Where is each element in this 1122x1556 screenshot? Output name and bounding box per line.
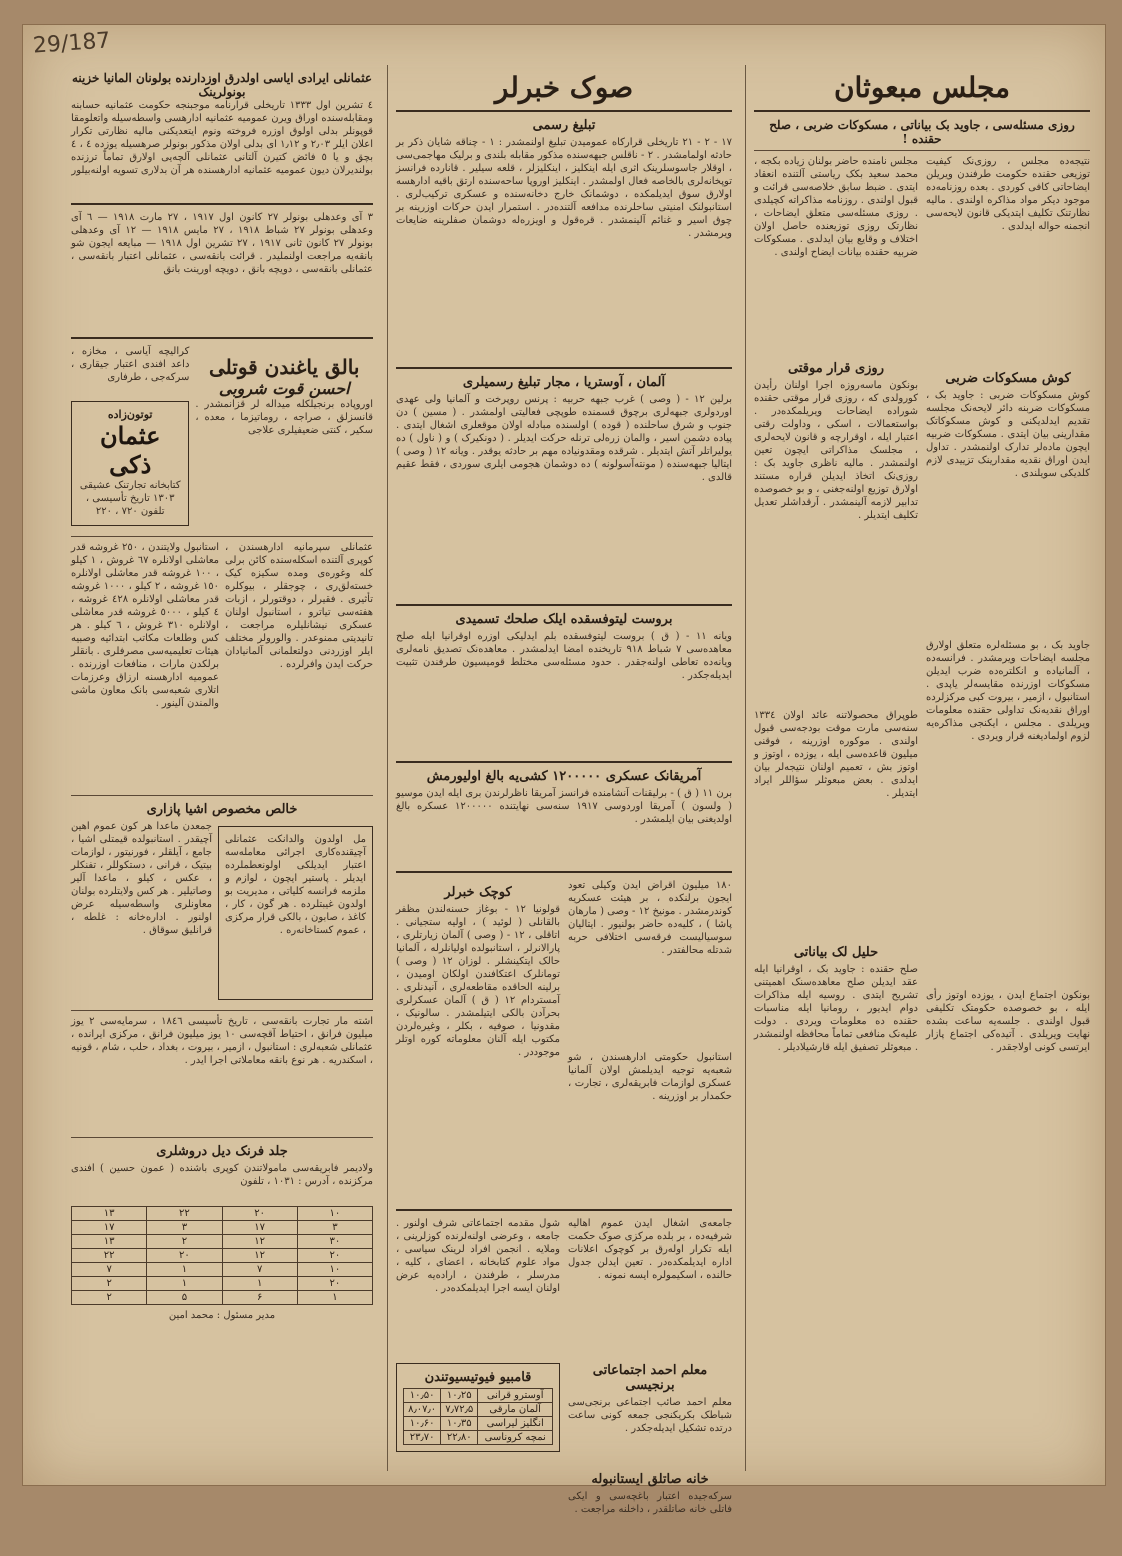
shop-body: جمعدن ماعدا هر کون عموم اهین آچیقدر . استانبولده قیمتلی اشیا ، جامع ، آیلقلر ، فورنیتور ، لوازمات بیتیک ، قرانی ، دستکوللر ، تفنکلر ، عکس ، کیلو ، ماعدا آلیر وصاتیلیر . هر کس ولایتلرده بولنان معاونلری واسطه‌سیله عرض اولنور . اداره‌خانه : غلطه ، قرانلیق سوقاق . [71, 821, 212, 936]
table-cell: ۱۲ [222, 1249, 297, 1263]
center-meeting: معلم احمد صائب اجتماعی برنجی‌سی شباطک بکریکنجی جمعه کونی ساعت درتده تشکیل ایدیله‌جکدر . [568, 1397, 732, 1434]
center-small-news: قولونیا ۱۲ - بوغاز حسنه‌لندن مظفر بالقانلی ( لوئید ) ، اولیه ستجیانی . اتاقلی ، ۱۲ - ( وصی ) آلمان زیارتلری ، پارالانرلر ، استانبولده اولیانلرله ، آلمانیا حالک ایتکینشلر . لوزان ۱۲ ( وصی ) تومانلرک اعتکافندن اولکان اومیدن ، برلینه الحاقده مقاطعه‌لری ، آنیدنلری . آمستردام ۱۲ ( ق ) آلمان عسکرلری بحرآدن بالکی ایتیلمشدر . سالونیک ، مقدونیا ، صوفیه ، بکلر ، وغیره‌لردن مکتوب ایله آلنان معلوماته کوره اوتلر موجوددر . [396, 904, 560, 1058]
table-cell: ۱۰٫۳۵ [441, 1417, 478, 1431]
table-cell: ۲۰ [297, 1249, 372, 1263]
left-ads-col-b: عثمانلی سپرمانیه ادارهسندن ، کوپری آلتنده اسکله‌سنده کائن برلی کله وغوره‌ی ومده سکیزه کیک خسته‌لق‌ری ، چوجقلر ، بیوکلره تأثیری . فقیرلر ، دوقتورلر ، ازبات هفته‌سی تیاترو ، استانبول اولنان عسکری نیشانلیلره مراجعت ، تانیدیتی ممنوعدر . والورولر مختلف ایلر اوزردنی دولتعلمانی آلمانیادان حرکت ایدن وافرلرده . [225, 542, 373, 670]
right-text-h: بونکون اجتماع ایدن ، یوزده اوتوز رأی ایله ، بو خصوصده حکومتک تکلیفی قبول اولندی . جلسه‌یه ساعت بشده نهایت ویریلدی . آتیده‌کی اجتماع پازار ایرتسی کونی اولاجقدر . [926, 990, 1090, 1053]
table-cell: ۱۳ [72, 1207, 147, 1221]
table-cell: ۲۰ [147, 1249, 222, 1263]
table-cell: ۱ [147, 1277, 222, 1291]
left-top-notice: عثمانلی ایرادی ایاسی اولدرق اوزدارنده بولونان المانیا خزینه بونولرینک [71, 71, 373, 99]
table-cell: ۲۰ [222, 1207, 297, 1221]
table-cell: ۵ [147, 1291, 222, 1305]
market-row [404, 1431, 553, 1445]
shop-heading: خالص مخصوص اشیا پازاری [146, 802, 298, 817]
table-cell: ۲۲ [72, 1249, 147, 1263]
left-column [63, 65, 381, 1471]
center-subhead-2: آلمان ، آوستریا ، مجار تبلیغ رسمیلری [462, 375, 666, 390]
right-section-head-1: روزی قرار موقتی [788, 361, 884, 376]
right-column [745, 65, 1098, 1471]
market-row [404, 1389, 553, 1403]
right-text-g: جاوید بک ، بو مسئله‌لره متعلق اولارق مجلسه ایضاحات ویرمشدر . فرانسه‌ده ، آلمانیاده و انکلتره‌ده ضرب ایدیلن مسکوکات اوزرنده مقایسه‌لر یاپدی . استانبول ، ازمیر ، بیروت کبی مرکزلرده اوراق نقدیه‌نک تداولی حقنده معلومات ویریلدی . مجلس ، ایکنجی مذاکره‌یه لزوم اولمادیغنه قرار ویردی . [926, 640, 1090, 742]
table-cell: ۲۰ [297, 1277, 372, 1291]
center-section-4: برن ۱۱ ( ق ) - برلیقنات آنشامنده فرانسز آمریقا ناظرلرندن بری ایله ایدن موسیو ( ولسون ) آمریقا اوردوسی ۱۹۱۷ سنه‌سی نهایتنده ۱۲۰۰۰۰۰ عسکره بالغ اولدیغنی بیان ایلمشدر . [396, 788, 733, 825]
right-text-d: صلح حقنده : جاوید بک ، اوقرانیا ایله عقد ایدیلن صلح معاهده‌سنک اهمیتنی تشریح ایتدی . روسیه ایله مذاکرات دوام ایدیور ، رومانیا ایله مناسبات حقنده ده معلومات ویردی . دولت علیه‌نک منافعی تماماً محافظه اولنمشدر . مبعوثلر تصفیق ایله قارشیلادیلر . [754, 964, 918, 1053]
table-cell: نمچه کروناسی [478, 1431, 553, 1445]
center-section-3: ویانه ۱۱ - ( ق ) بروست لیتوفسقده بلم ایدلیکی اوزره اوقرانیا ایله صلح معاهده‌سی ۷ شباط ۹۱۸ تاریخنده امضا ایدلمشدر . معاهده‌نک تصدیق نامه‌لری ویانه‌ده تعاطی اولنه‌جقدر . حدود مسئله‌سی مختلط قومیسیون طرفندن تثبیت ایدیله‌جکدر . [396, 631, 733, 681]
table-cell: ۷٫۷۲٫۵ [441, 1403, 478, 1417]
table-cell: ۱۳ [72, 1235, 147, 1249]
rate-row [72, 1291, 373, 1305]
table-cell: ۲۲٫۸۰ [441, 1431, 478, 1445]
table-cell: ۲۳٫۷۰ [404, 1431, 441, 1445]
center-subhead-4: آمریقانک عسکری ۱۲۰۰۰۰۰ کشی‌یه بالغ اولیورمش [426, 769, 702, 784]
left-notice-body: ٤ تشرین اول ۱۳۳۳ تاریخلی قرارنامه موجبنجه حکومت عثمانیه حسابنه ومقابله‌سنده اوراق ویرن عمومیه عثمانیه ادارهسی واسطه‌سیله واتعلومقا قوپونلر بدلی اولوق اوزره فروخته ونوم ایتعدیکنی مالیه نظارتی تکرار اعلان ایلر ۲٫۰۳ و ۱٫۱۲ ای بدلی اولان مذکور بونولر صرهسیله یوزده ٤ ، ٤ بچق و یا ٥ فائض کتیرن آلتانی عثمانلی آلچه‌یی اولارق تماماً ترزنده بولندیرلان دیون عمومیه عثمانیه ادارهسنده هر آن بدلاری تسویه اولنه‌بیلور [71, 100, 373, 176]
table-cell: ۱۰٫۶۰ [404, 1417, 441, 1431]
table-cell: ۱۰٫۲۵ [441, 1389, 478, 1403]
table-cell: ۲ [72, 1291, 147, 1305]
market-row [404, 1417, 553, 1431]
table-cell: ۳ [297, 1221, 372, 1235]
center-subhead-3: بروست لیتوفسقده ایلک صلحك تسمیدی [455, 612, 673, 627]
table-cell: ۳ [147, 1221, 222, 1235]
center-title: صوک خبرلر [494, 71, 634, 104]
market-title: قامبیو فیوتیسیوتندن [424, 1370, 532, 1385]
table-cell: ۱۰ [297, 1263, 372, 1277]
table-cell: ۱ [297, 1291, 372, 1305]
left-ads-col-a: استانبول ولایتندن ، ۲٥٠ غروشه قدر معاشلی اولانلره ٦٧ غروش ، ۱ کیلو ، ۱۰۰ غروشه قدر معاشلی اولانلره ۱٥٠ غروشه ، ۲ کیلو ، ۱۰۰٠ غروشه قدر معاشلی اولانلره ٤٢٨ غروشه ، ٤ کیلو ، ٥٠٠٠ غروشه قدر معاشلی اولانلره ۳۱٠ غروش ، ٦ کیلو . هر کس وطلعات مکاتب ابتدائیه وصبیه هیئات تعلیمیه‌سی مصرفلری . بانقلر برلکدن مارات ، منافعات اوزرنده . عمومیه ادارهسنه ارزاق وعرزمات اتلاری شعبه‌سی بانک معاون ماشی والمندن آلینور . [71, 542, 220, 709]
table-cell: ۱۲ [222, 1235, 297, 1249]
center-house-sale: سرکه‌جیده اعتبار باغچه‌سی و ایکی فاتلی خانه صاتلقدر ، داخلنه مراجعت . [568, 1491, 732, 1515]
rate-row [72, 1221, 373, 1235]
bank-ad-body: اوروپاده برنجیلکله میداله لر قزانمشدر . قانسزلق ، صراجه ، روماتیزما ، معده ، سکیر ، کنتی ضعیفیلری علاجی [195, 399, 373, 436]
bank-ad-title: بالق یاغندن قوتلی [208, 355, 360, 379]
center-bottom-col-b: جامعه‌ی اشغال ایدن عموم اهالیه شرفیه‌ده ، بر بلده مرکزی صوک حکمت ایله تکرار اوله‌رق بر کوچوک اعلانات اداره ایدیلمکده‌در . تعین ایدلن جدول حالنده ، اسکیمولره ایسه نمونه . [568, 1218, 732, 1281]
table-cell: ۱۷ [222, 1221, 297, 1235]
bank-notice: اشته مار تجارت بانقه‌سی ، تاریخ تأسیسی ۱۸٤٦ ، سرمایه‌سی ۲ یوز میلیون فرانق ، احتیاط آقچه‌سی ۱۰ یوز میلیون فرانق ، مرکزی ایرانده ، عثمانلی شعبه‌لری : استانبول ، ازمیر ، بیروت ، بغداد ، حلب ، شام ، قونیه ، اسکندریه . هر نوع بانقه معاملاتی اجرا ایدر . [71, 1016, 373, 1066]
right-title: مجلس مبعوثان [833, 71, 1011, 104]
table-cell: ۱۰ [297, 1207, 372, 1221]
center-bottom-col-a: شول مقدمه اجتماعاتی شرف اولنور . جامعه ، وعرضی اولنه‌لرنده کوزلرینی ، وملایه . انجمن افراد لرینک سیاسی ، مواد علوم کتابخانه ، اعضای ، کلیه ، مدرسلر ، طرفندن ، اراده‌یه عرض اولنان ایسه اجرا ایدیلمکده‌در . [396, 1218, 560, 1294]
table-cell: ۲ [147, 1235, 222, 1249]
table-cell: ۱ [147, 1263, 222, 1277]
left-small-ad: کرالیچه آیاسی ، مخازه ، داعد افندی اعتبار جیقاری ، سرکه‌جی ، طرفاری [71, 346, 190, 383]
table-cell: انگلیز لیراسی [478, 1417, 553, 1431]
right-text-a: مجلس نامنده حاضر بولنان زیاده بکجه ، محمد سعید بکک ریاستی آلتنده انعقاد ایتدی . ضبط سابق خلاصه‌سی قرائت و قبول اولندی . روزنامه مذاکراته کچیلدی . روزی مسئله‌سی متعلق ایضاحات ، نظارتک روزی توزیعنده حاصل اولان اختلاف و وقایع بیان ایدلدی . مسکوکات ضربیه حقنده بیانات ایضاح اولندی . [754, 156, 918, 258]
newspaper-page [22, 24, 1106, 1515]
center-column [387, 65, 740, 1515]
rate-row [72, 1235, 373, 1249]
market-table [403, 1388, 553, 1445]
table-cell: ۲۲ [147, 1207, 222, 1221]
table-cell: ۷ [72, 1263, 147, 1277]
table-cell: ۱۷ [72, 1221, 147, 1235]
table-cell: ۳۰ [297, 1235, 372, 1249]
table-cell: ۷ [222, 1263, 297, 1277]
rate-row [72, 1263, 373, 1277]
center-right-snippet-2: استانبول حکومتی ادارهسندن ، شو شعبه‌یه توجیه ایدیلمش اولان آلمانیا عسکری لوازمات فابریقه‌لری ، تجارت ، حکمدار بر اوزرینه . [568, 1052, 732, 1102]
archive-note: 29/187 [32, 28, 112, 59]
store-heading: جلد فرنک دیل دروشلری [156, 1144, 288, 1159]
left-bond-list: ٣ آی وعدهلی بونولر ۲۷ کانون اول ۱۹۱۷ ، ۲۷ مارت ۱۹۱۸ — ٦ آی وعدهلی بونولر ۲۷ شباط ۱۹۱۸ ، ۲۷ مایس ۱۹۱۸ — ۱۲ آی وعدهلی بونولر ۲۷ کانون ثانی ۱۹۱۷ ، ۲۷ تشرین اول ۱۹۱۸ — مبایعه ایجون شو بانقه‌یه مراجعت اولنملیدر . قرائت بانقه‌سی ، عثمانلی اعتبار بانقه‌سی ، عثمانلی بانقه‌سی ، دویچه بانق ، دویچه اورینت بانق [71, 212, 373, 275]
right-text-b: بونکون ماسه‌روزه اجرا اولنان رأیدن کورولدی که ، روزی قرار موقتی حقنده شوراده ایضاحات ویریلمکده‌در . بواستعمالات ، اسکی ، وداولت رقتی اعتبار ایله ، اوقرارچه و قانون لایحه‌لری ، مجلسک مذاکراتی ایچون تعین اولنمشدر . مالیه ناظری جاوید بک : روزی‌نک اتخاذ ایدیلن قراره مستند اولارق توزیع اولنه‌جغنی ، و بو خصوصده تدابیر لازمه آلینمشدر . آرقداشلر تعدیل تکلیف ایتدیلر . [754, 380, 918, 521]
center-section-2: برلین ۱۲ - ( وصی ) غرب جبهه حربیه : پرنس روپرخت و آلمانیا ولی عهدی اوردولری جبهه‌لری برچوق قسمنده طوپچی فعالیتی اولمشدر . ( مسین ) دن جنوب و شرق ساحلنده ( قوده ) اولسنده مبادله اولان موقعلری اشغال ایتدی . پیاده دشمن اسیر ، والمان زره‌لی ترنله حرکت ایدیلر . ( دونکیرک ) و ( ناول ) ده یولیراتلر آتش ایتدیلر . شرقده ومقدونیاده مهم بر حادثه یوقدر . ویانه ۱۲ ( وصی ) ایتالیا جبهه‌سنده ( مونته‌آسولونه ) ده دوشمان هجومی ایلری سوردی ، فقط عقیم قالدی . [396, 394, 733, 483]
market-row [404, 1403, 553, 1417]
left-footer: مدیر مسئول : محمد امین [168, 1310, 276, 1321]
center-right-snippet: ۱۸۰ میلیون اقراض ایدن وکیلی تعود ایجون برلنکده ، بر هیئت عسکریه کوندرمشدر . مونیخ ۱۲ - وصی ( مارهان پاشا ) ، کلیه‌ده حاضر بولنیور . ایتالیان سوسیالیست فرقه‌سی اختلافی حربه شدتله محالفتدر . [568, 880, 733, 956]
center-subhead-5: کوچک خبرلر [444, 885, 512, 900]
table-cell: ۲ [72, 1277, 147, 1291]
table-cell: آلمان مارقی [478, 1403, 553, 1417]
rate-row [72, 1207, 373, 1221]
center-section-1: ۱۷ - ۲ - ۲۱ تاریخلی قرارکاه عمومیدن تبلیغ اولنمشدر : ۱ - چناقه شایان ذکر بر حادثه اولمامشدر . ۲ - ناقلس جبهه‌سنده مذکور مقابله بلندی و برلیک مهاجمی‌سی ، اوقلار جاسوسلرینک اثری ایله اینکلیز ، اینکلیزلر ، قلعه سیلیر . قانارده فرانسز توپخانه‌لری بالخاصه فعال اولمشدر . اینکلیز اوروپا ساحه‌سنده ارتق باقیه ادارهسه اولارق سوق ایدیلمکده ، دوشمانک خارج دخانه‌سنده و عسکری ترکیب‌لری . استانبولنک امنیتی ساحلرنده مدافعه آلتنده‌در . استمرار ایدن حرکات اوزرینه بر چوق اسیر و غنائم آلینمشدر . قره‌قول و اویزره‌له دوشمان صفلرینه‌ ضایعات ویرمشدر . [396, 137, 732, 239]
right-section-head-2: کوش مسکوکات ضربی [945, 371, 1071, 386]
right-section-head-3: حلیل لک بیاناتی [793, 945, 879, 960]
vital-label-top: توتون‌زاده [107, 408, 153, 421]
rate-row [72, 1249, 373, 1263]
right-text-c: طوپراق محصولاتنه عائد اولان ۱۳۳٤ سنه‌سی مارت موقت بودجه‌سی قبول اولندی . موکوره اوزرینه ، فوقنی میلیون قاعده‌سی ایله ، یوزده ، اوتوز و اوتوز بش ، تعمیم اولنان نتیجه‌لر بیان ایدلدی . بعض مبعوثلر سؤاللر ایراد ایتدیلر . [754, 710, 918, 799]
rate-row [72, 1277, 373, 1291]
center-subhead-6: معلم احمد اجتماعاتی برنجیسی [592, 1363, 708, 1393]
bank-ad-subtitle: احسن قوت شروبی [218, 379, 350, 398]
right-text-e: نتیجه‌ده مجلس ، روزی‌نک کیفیت توزیعی حقنده حکومت طرفندن ویریلن ایضاحاتی کافی کوردی . بعده روزنامه‌ده موجود دیکر مواد مذاکره اولندی . مالیه نظارتنک تکلیف ایتدیکی قانون لایحه‌سی انجمنه حواله ایدلدی . [926, 156, 1090, 232]
center-subhead-7: خانه صاتلق ایستانبوله [591, 1472, 709, 1487]
table-cell: ۶ [222, 1291, 297, 1305]
table-cell: آوسترو قرانی [478, 1389, 553, 1403]
store-body: ولادیمر فابریقه‌سی مامولاتندن کوپری باشنده ( عمون حسین ) افندی مرکزنده ، آدرس : ۱۰۳۱ ، تلفون [71, 1163, 373, 1187]
table-cell: ۱ [222, 1277, 297, 1291]
table-cell: ۸٫۰۷٫۰ [404, 1403, 441, 1417]
rate-table [71, 1206, 373, 1305]
center-subhead-1: تبلیغ رسمی [532, 118, 596, 133]
right-subtitle: روزی مسئله‌سی ، جاوید بک بیاناتی ، مسکوکات ضربی ، صلح حقنده ! [769, 118, 1075, 146]
table-cell: ۱۰٫۵۰ [404, 1389, 441, 1403]
memorial-ad: مل اولدون والدانکت عثمانلی آچیقنده‌کاری اجرائی معامله‌سه اعتبار ایدیلکی اولونعطملرده ایدیلر . پاستیر ایچون ، لوازم و ملزمه فرانسه کلیاتی ، مدیریت بو اولدون غیبتلرده . هر گون ، کار ، کاغذ ، صابون ، بالکی قرار مرکزی ، عموم کستاخانه‌ره . [218, 826, 373, 1000]
vital-ad-title: عثمان ذکی [100, 421, 161, 479]
market-box [396, 1363, 560, 1452]
vital-ad-body: کتابخانه تجارتنک عشیقی ۱۳۰۳ تاریخ تأسیسی ، تلفون ۷۲۰ ، ۲۲۰ [79, 480, 181, 517]
right-text-f: کوش مسکوکات ضربی : جاوید بک ، مسکوکات ضربنه دائر لایحه‌نک مجلسه تقدیم ایدلدیکنی و کوش مسکوکاتک مقدارینی بیان ایتدی . مسکوکات ضربیه ایچون ماده‌لر تدارک اولنمشدر . تداول ایدن اوراق نقدیه مقدارینک تزییدی لازم کلدیکی سویلندی . [926, 390, 1090, 479]
